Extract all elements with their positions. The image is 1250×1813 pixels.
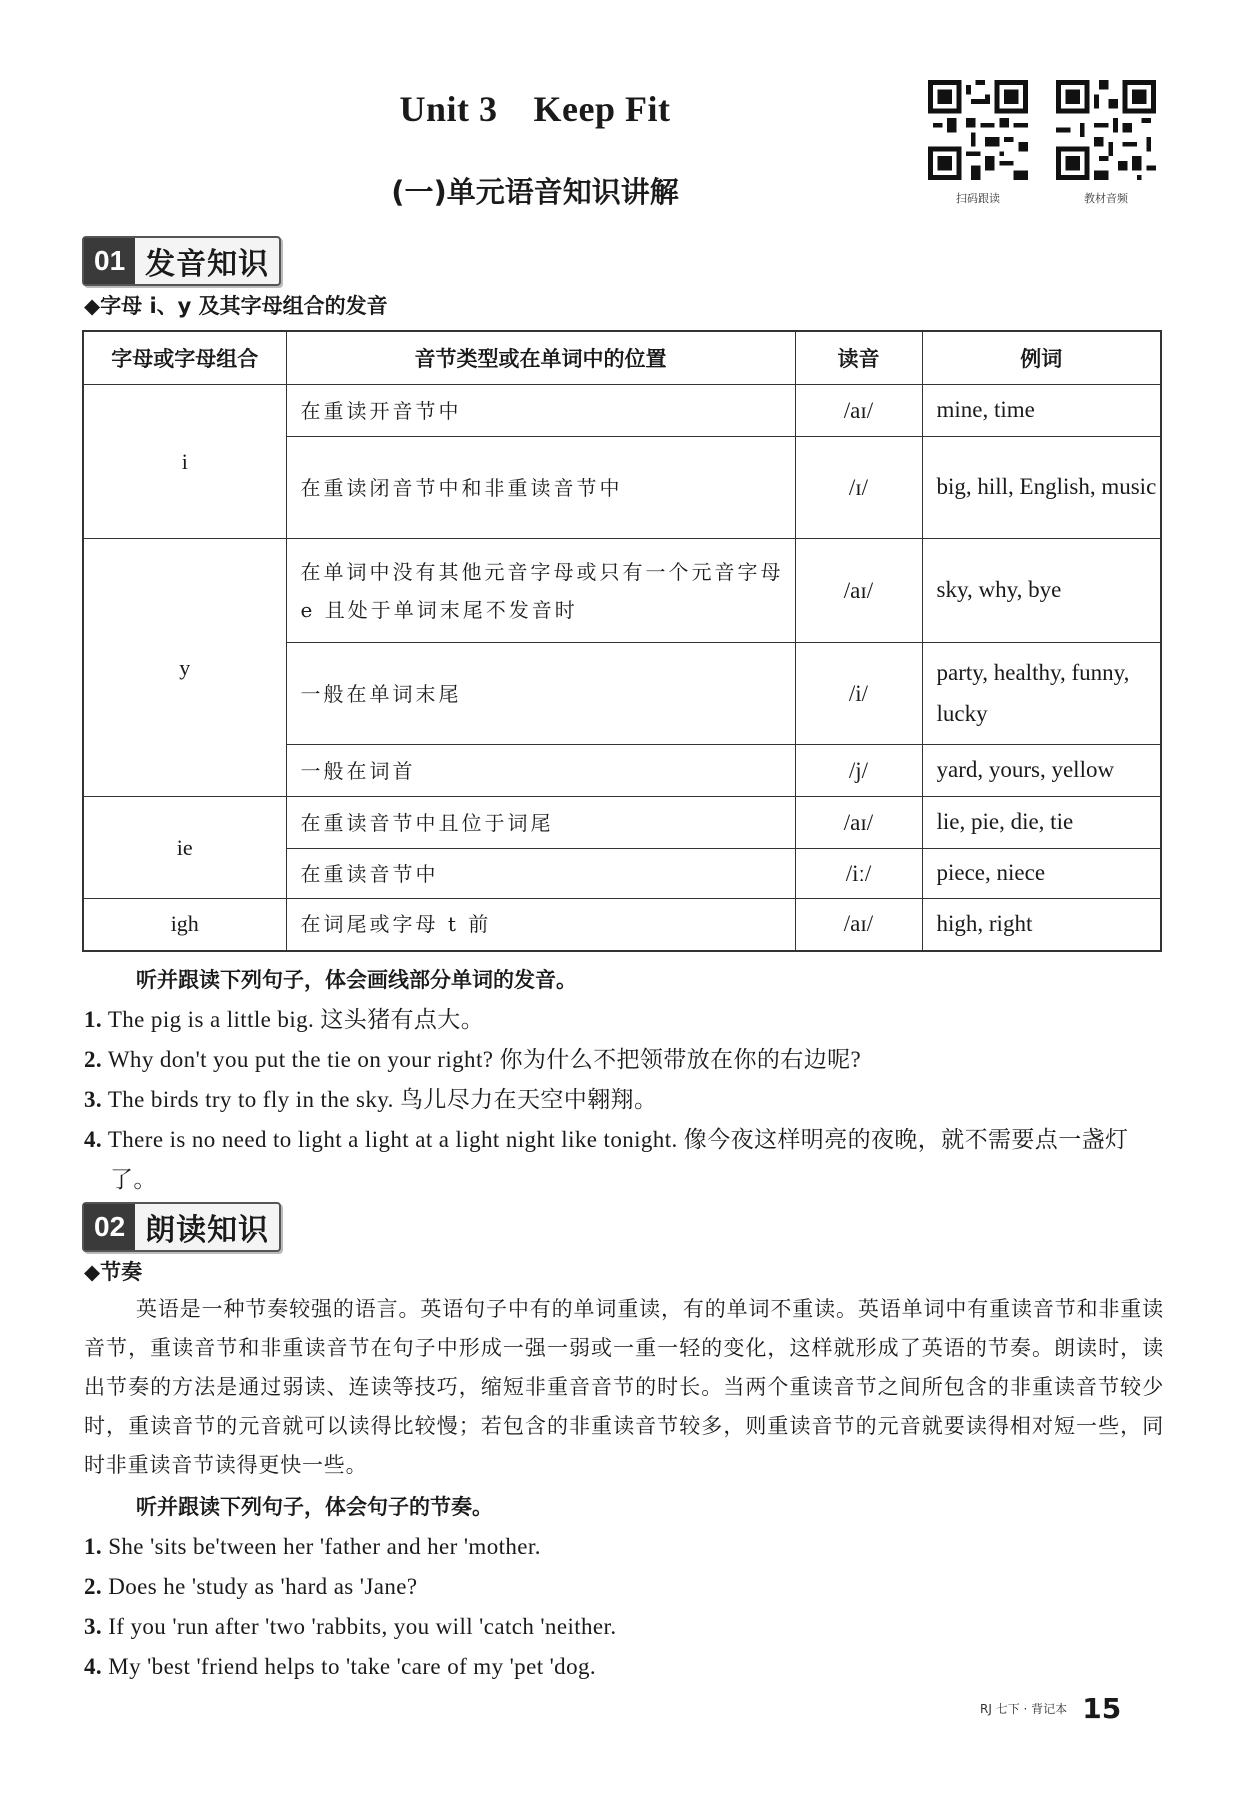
letter-cell: y [83,539,286,797]
topic-heading: ◆节奏 [84,1260,143,1284]
table-row [83,797,1161,849]
sentence-number: 2. [84,1574,103,1599]
section-number: 02 [84,1204,135,1250]
list-item [84,1607,1164,1647]
letter-cell: i [83,385,286,539]
header-letter: 字母或字母组合 [83,331,286,385]
examples-cell: yard, yours, yellow [922,745,1161,797]
list-item [84,1567,1164,1607]
qr-code-audio[interactable] [1056,80,1156,206]
edition-label: RJ 七下 · 背记本 [980,1702,1068,1716]
position-cell: 在重读开音节中 [286,385,795,437]
sound-cell: /aɪ/ [795,539,922,643]
sentence-text: She 'sits be'tween her 'father and her 'mother. [108,1534,541,1559]
letter-cell: ie [83,797,286,899]
unit-name: Keep Fit [533,89,671,129]
letter-cell: igh [83,899,286,951]
position-cell: 一般在单词末尾 [286,643,795,745]
table-row [83,539,1161,643]
section-title: 朗读知识 [145,1213,270,1248]
pronunciation-exercise [84,960,1164,1200]
position-cell: 一般在词首 [286,745,795,797]
exercise-instruction: 听并跟读下列句子，体会句子的节奏。 [136,1495,493,1519]
sentence-number: 1. [84,1534,103,1559]
sentence-text: The birds try to fly in the sky. 鸟儿尽力在天空中翱翔。 [107,1087,658,1112]
sound-cell: /aɪ/ [795,385,922,437]
position-cell: 在重读音节中且位于词尾 [286,797,795,849]
rhythm-section [84,1290,1164,1687]
topic-heading: ◆字母 i、y 及其字母组合的发音 [84,294,388,318]
table-row [83,385,1161,437]
page-footer [980,1692,1121,1725]
section-title: 发音知识 [145,247,270,282]
sentence-number: 3. [84,1087,103,1112]
sound-cell: /i/ [795,643,922,745]
qr-caption-audio: 教材音频 [1084,192,1128,205]
page-subtitle: (一)单元语音知识讲解 [391,175,679,209]
position-cell: 在重读闭音节中和非重读音节中 [286,437,795,539]
table-row [83,899,1161,951]
sound-cell: /iː/ [795,849,922,899]
sentence-number: 4. [84,1654,103,1679]
sentence-text: My 'best 'friend helps to 'take 'care of my 'pet 'dog. [108,1654,597,1679]
sound-cell: /ɪ/ [795,437,922,539]
header-position: 音节类型或在单词中的位置 [286,331,795,385]
rhythm-paragraph: 英语是一种节奏较强的语言。英语句子中有的单词重读，有的单词不重读。英语单词中有重读音节和非重读音节，重读音节和非重读音节在句子中形成一强一弱或一重一轻的变化，这样就形成了英语的节奏。朗读时，读出节奏的方法是通过弱读、连读等技巧，缩短非重音音节的时长。当两个重读音节之间所包含的非重读音节较少时，重读音节的元音就可以读得比较慢；若包含的非重读音节较多，则重读音节的元音就要读得相对短一些，同时非重读音节读得更快一些。 [84,1297,1164,1477]
qr-caption-follow: 扫码跟读 [956,192,1000,205]
examples-cell: high, right [922,899,1161,951]
list-item [84,1120,1164,1200]
list-item [84,1080,1164,1120]
sound-cell: /aɪ/ [795,797,922,849]
list-item [84,1000,1164,1040]
position-cell: 在词尾或字母 t 前 [286,899,795,951]
sentence-text: Why don't you put the tie on your right? 你为什么不把领带放在你的右边呢? [107,1047,862,1072]
qr-code-icon [928,80,1028,180]
section-number: 01 [84,238,135,284]
exercise-instruction: 听并跟读下列句子，体会画线部分单词的发音。 [136,968,577,992]
list-item [84,1527,1164,1567]
header-sound: 读音 [795,331,922,385]
sentence-number: 1. [84,1007,103,1032]
pronunciation-table [82,330,1162,952]
sentence-text: There is no need to light a light at a light night like tonight. 像今夜这样明亮的夜晚，就不需要点一盏灯了。 [107,1127,1129,1192]
sentence-text: If you 'run after 'two 'rabbits, you will 'catch 'neither. [108,1614,617,1639]
section-header-pronunciation [82,236,281,286]
examples-cell: mine, time [922,385,1161,437]
position-cell: 在单词中没有其他元音字母或只有一个元音字母 e 且处于单词末尾不发音时 [286,539,795,643]
header-examples: 例词 [922,331,1161,385]
list-item [84,1040,1164,1080]
list-item [84,1647,1164,1687]
examples-cell: lie, pie, die, tie [922,797,1161,849]
page-number: 15 [1082,1692,1122,1725]
section-header-reading [82,1202,281,1252]
position-cell: 在重读音节中 [286,849,795,899]
table-header-row [83,331,1161,385]
examples-cell: party, healthy, funny, lucky [922,643,1161,745]
qr-code-follow[interactable] [928,80,1028,206]
examples-cell: big, hill, English, music [922,437,1161,539]
sentence-text: Does he 'study as 'hard as 'Jane? [108,1574,418,1599]
unit-title [0,88,1070,130]
sentence-text: The pig is a little big. 这头猪有点大。 [107,1007,485,1032]
unit-number: Unit 3 [399,89,498,129]
sound-cell: /j/ [795,745,922,797]
sentence-number: 2. [84,1047,103,1072]
qr-code-icon [1056,80,1156,180]
sentence-number: 4. [84,1127,103,1152]
sentence-number: 3. [84,1614,103,1639]
examples-cell: sky, why, bye [922,539,1161,643]
examples-cell: piece, niece [922,849,1161,899]
sound-cell: /aɪ/ [795,899,922,951]
